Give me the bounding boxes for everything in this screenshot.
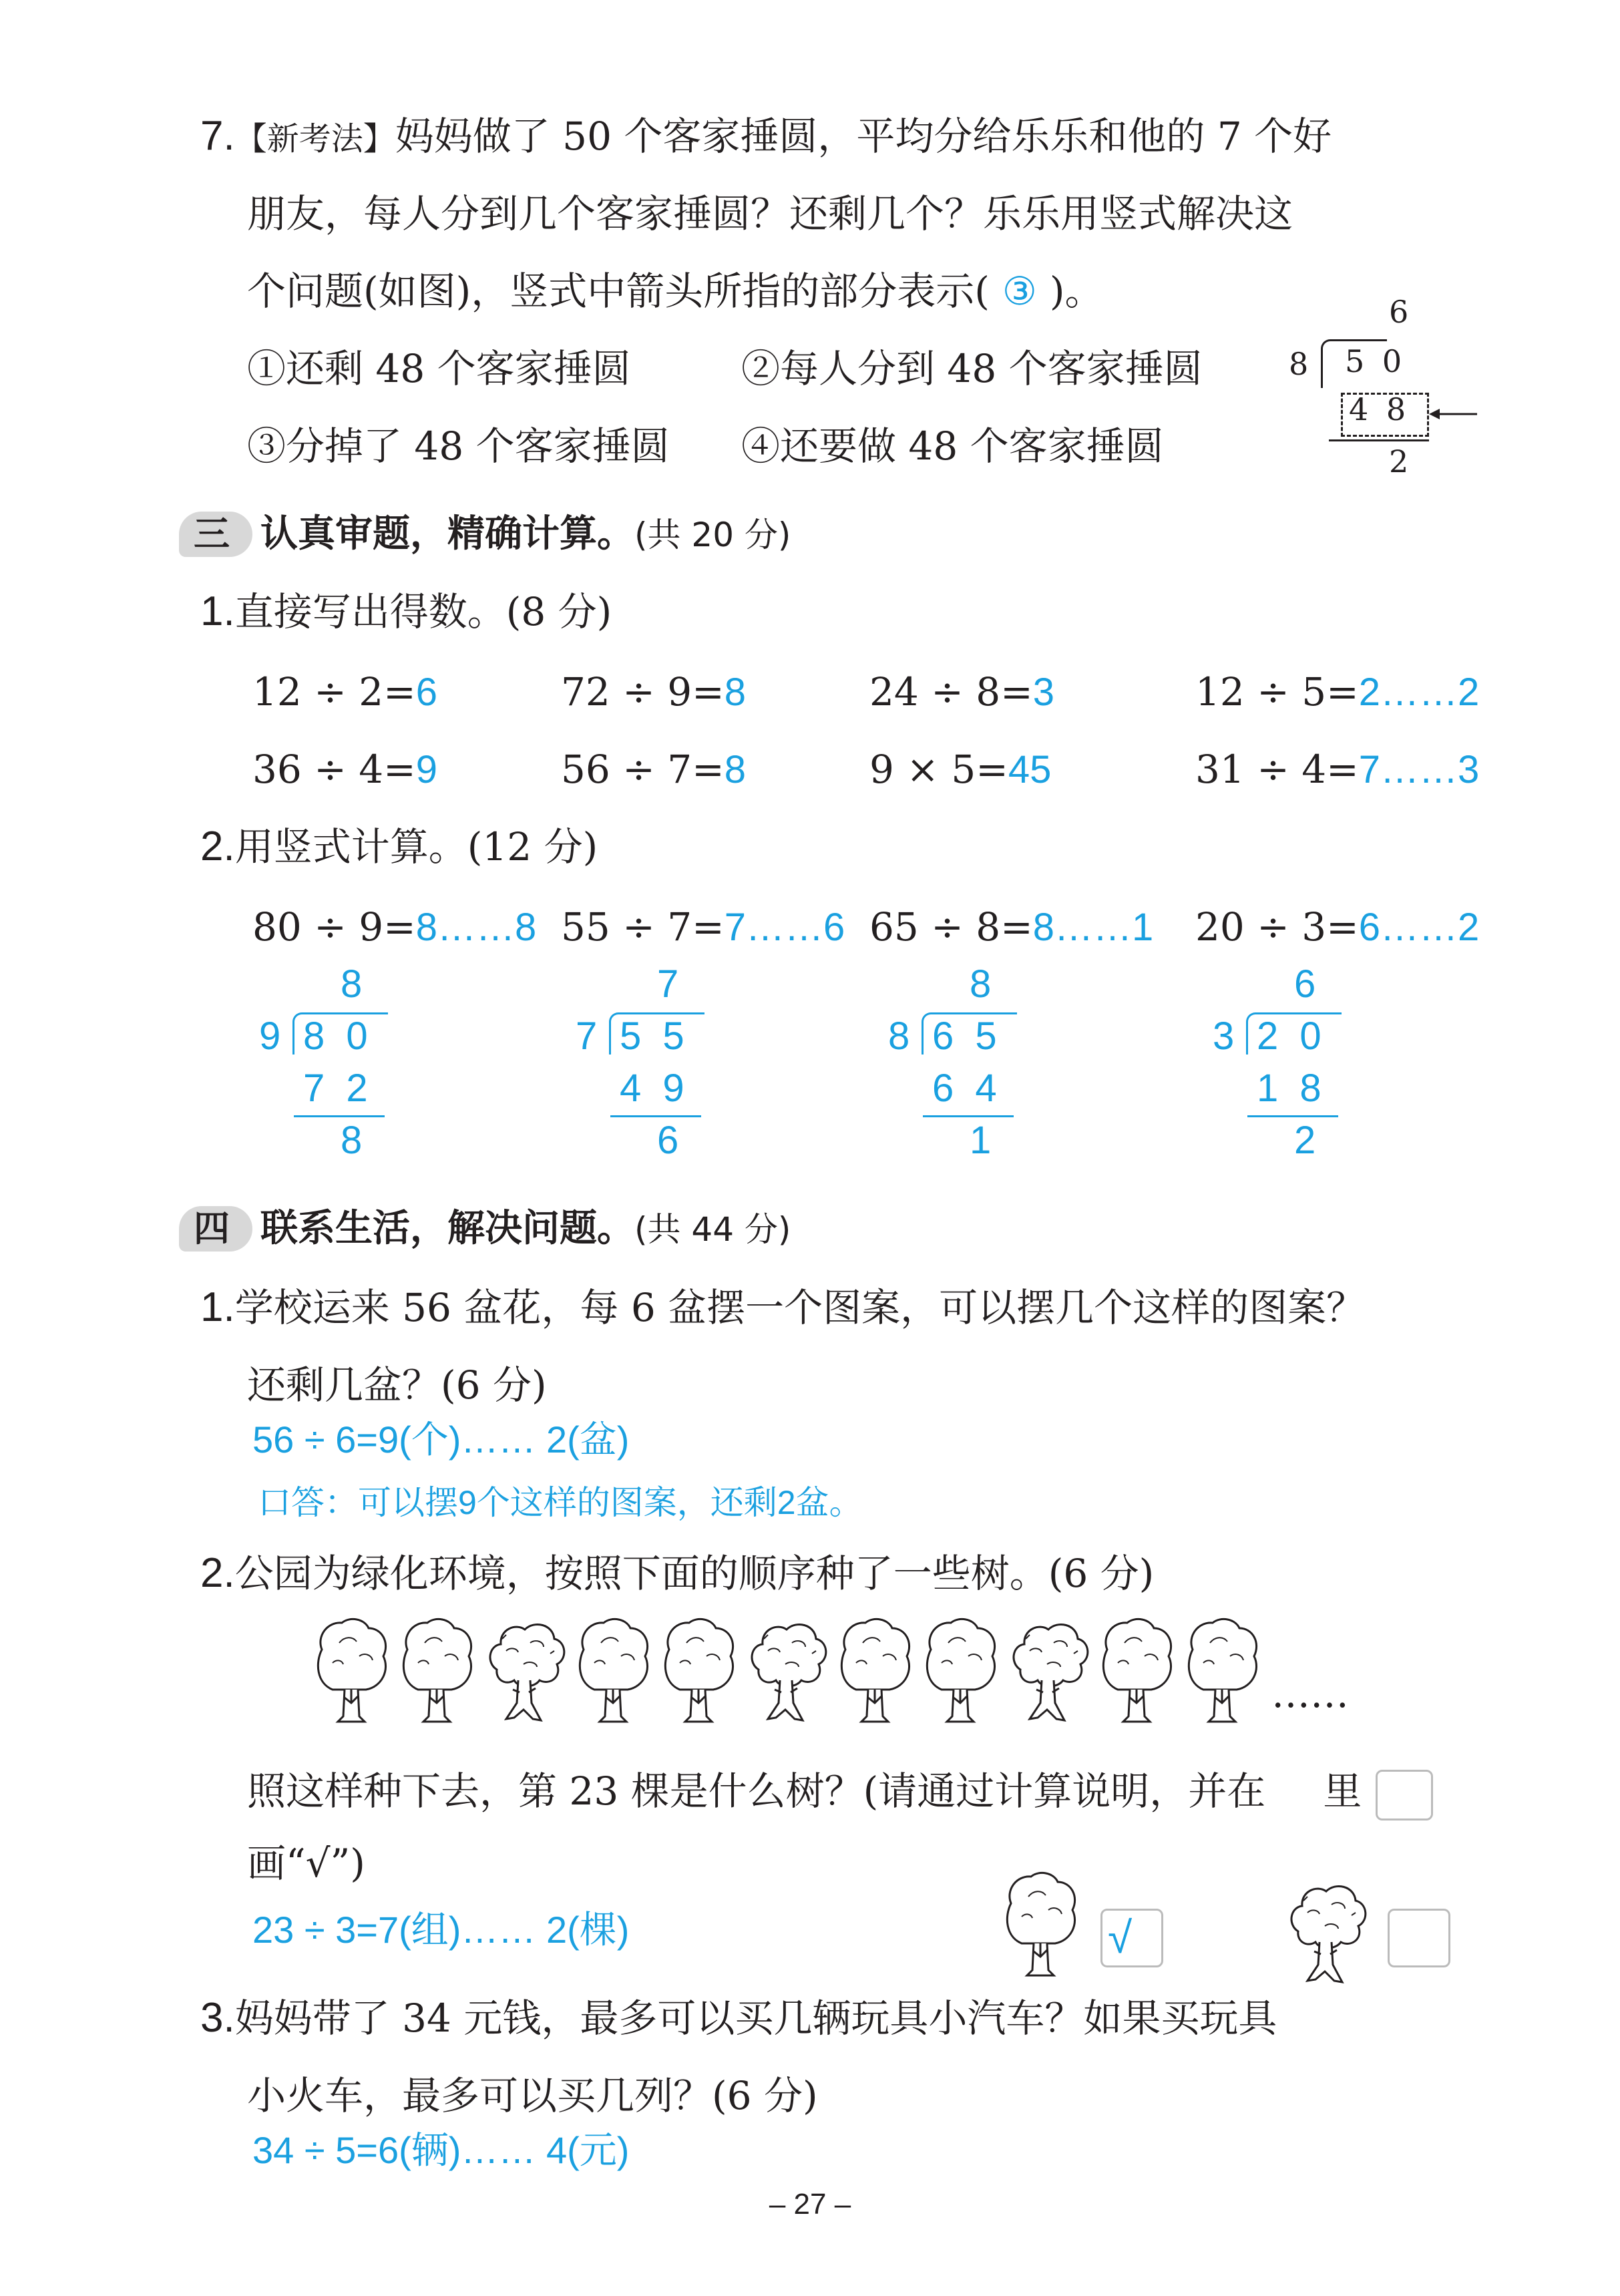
ld-divisor: 8	[888, 1014, 910, 1058]
s3-q2-line	[200, 823, 598, 871]
check-mark-icon: √	[1108, 1913, 1133, 1962]
ld-product: 7 2	[303, 1067, 373, 1110]
q7-number: 7.	[200, 113, 235, 159]
long-division-1	[259, 962, 393, 1162]
vcalc-expr: 65 ÷ 8=	[869, 904, 1033, 950]
q7-line1	[200, 112, 1332, 163]
vcalc-expr: 80 ÷ 9=	[252, 904, 416, 950]
s3-q1-line	[200, 588, 612, 636]
bushy-tree-icon	[1007, 1616, 1094, 1724]
bushy-tree-icon	[483, 1616, 570, 1724]
calc-answer: 2……2	[1358, 671, 1480, 714]
inline-check-box	[1376, 1770, 1433, 1821]
calc-expr: 24 ÷ 8=	[869, 669, 1033, 715]
calc-item	[869, 668, 1054, 717]
q7-tag: 【新考法】	[234, 120, 395, 158]
q7-ld-quotient: 6	[1389, 294, 1409, 330]
ld-dividend: 6 5	[932, 1014, 1002, 1058]
s3-q2-text: 用竖式计算。(12 分)	[234, 824, 598, 870]
q7-long-division	[1289, 294, 1476, 488]
calc-item	[1195, 668, 1479, 717]
s4-q2-line2	[247, 1767, 1362, 1815]
ld-product: 4 9	[620, 1067, 690, 1110]
vcalc-expr: 55 ÷ 7=	[561, 904, 725, 950]
q7-line2: 朋友，每人分到几个客家捶圆？还剩几个？乐乐用竖式解决这	[247, 191, 1293, 236]
calc-answer: 45	[1008, 748, 1052, 791]
calc-answer: 7……3	[1358, 748, 1480, 791]
page-number: – 27 –	[769, 2188, 851, 2221]
round-tree-icon	[1183, 1616, 1263, 1724]
ld-dividend: 5 5	[620, 1014, 690, 1058]
ld-line	[294, 1115, 385, 1117]
calc-answer: 6	[415, 671, 438, 714]
section-4-badge	[179, 1202, 259, 1256]
q7-line3	[247, 267, 1104, 316]
calc-expr: 12 ÷ 5=	[1195, 669, 1359, 715]
s4-q1-answer: 56 ÷ 6=9(个)…… 2(盆)	[252, 1418, 630, 1461]
section-3-title	[260, 510, 791, 559]
round-tree-icon	[1002, 1870, 1082, 1978]
tree-sequence	[313, 1616, 1349, 1730]
calc-expr: 9 × 5=	[869, 747, 1008, 792]
calc-answer: 8	[724, 748, 747, 791]
round-tree-icon	[660, 1616, 740, 1724]
q7-option-1: ①还剩 48 个客家捶圆	[247, 346, 631, 391]
calc-item	[1195, 745, 1479, 794]
q7-option-2: ②每人分到 48 个客家捶圆	[741, 346, 1203, 391]
round-tree-icon	[922, 1616, 1002, 1724]
s3-q1-number: 1.	[200, 588, 235, 634]
s4-q1-line1	[200, 1284, 1365, 1332]
s4-q1-line2: 还剩几盆？(6 分)	[247, 1362, 547, 1408]
s3-q1-text: 直接写出得数。(8 分)	[234, 589, 612, 634]
section-3-points: (共 20 分)	[634, 516, 791, 554]
section-3-number: 三	[194, 513, 230, 555]
section-4-title-text: 联系生活，解决问题。	[260, 1207, 634, 1250]
ld-remainder: 2	[1294, 1119, 1316, 1162]
calc-answer: 8	[724, 671, 747, 714]
calc-item	[561, 668, 746, 717]
bushy-tree-check-box[interactable]	[1388, 1909, 1450, 1967]
bushy-tree-icon	[1285, 1878, 1372, 1986]
ld-quotient: 8	[341, 962, 363, 1006]
s4-q3-line1	[200, 1994, 1277, 2042]
s4-q2-text2-end: 里	[1323, 1768, 1362, 1814]
vcalc-answer: 8……8	[415, 906, 537, 949]
s4-q2-number: 2.	[200, 1550, 235, 1596]
vcalc-answer: 7……6	[724, 906, 845, 949]
calc-expr: 72 ÷ 9=	[561, 669, 725, 715]
round-tree-icon	[398, 1616, 478, 1724]
long-division-3	[888, 962, 1022, 1162]
calc-expr: 36 ÷ 4=	[252, 747, 416, 792]
round-tree-icon	[1098, 1616, 1178, 1724]
vcalc-expr-1	[252, 903, 536, 952]
q7-ld-dividend: 5 0	[1345, 343, 1406, 379]
ld-quotient: 7	[657, 962, 679, 1006]
vcalc-expr-3	[869, 903, 1153, 952]
calc-item	[561, 745, 746, 794]
round-tree-check-box[interactable]	[1100, 1909, 1163, 1967]
calc-answer: 9	[415, 748, 438, 791]
calc-expr: 31 ÷ 4=	[1195, 747, 1359, 792]
round-tree-icon	[313, 1616, 393, 1724]
s4-q2-line3: 画“√”)	[247, 1841, 365, 1886]
q7-ld-product: 4 8	[1349, 391, 1410, 427]
calc-answer: 3	[1032, 671, 1055, 714]
s4-q2-line1	[200, 1549, 1154, 1597]
ld-dividend: 8 0	[303, 1014, 373, 1058]
ld-remainder: 8	[341, 1119, 363, 1162]
bushy-tree-icon	[745, 1616, 832, 1724]
q7-ld-remainder: 2	[1389, 443, 1409, 480]
q7-text-line3: 个问题(如图)，竖式中箭头所指的部分表示(	[247, 268, 990, 314]
ld-dividend: 2 0	[1257, 1014, 1327, 1058]
calc-expr: 56 ÷ 7=	[561, 747, 725, 792]
round-tree-icon	[836, 1616, 916, 1724]
ld-quotient: 8	[970, 962, 992, 1006]
s4-q1-number: 1.	[200, 1284, 235, 1330]
q7-answer: ③	[1002, 270, 1037, 313]
s4-q3-line2: 小火车，最多可以买几列？(6 分)	[247, 2073, 818, 2118]
round-tree-icon	[574, 1616, 654, 1724]
q7-ld-divisor: 8	[1289, 346, 1309, 382]
calc-item	[252, 745, 437, 794]
s4-q2-text: 公园为绿化环境，按照下面的顺序种了一些树。(6 分)	[234, 1551, 1155, 1596]
ld-line	[610, 1115, 701, 1117]
s3-q2-number: 2.	[200, 823, 235, 870]
section-4-points: (共 44 分)	[634, 1210, 791, 1249]
s4-q1-text: 学校运来 56 盆花，每 6 盆摆一个图案，可以摆几个这样的图案？	[234, 1285, 1366, 1330]
calc-expr: 12 ÷ 2=	[252, 669, 416, 715]
ld-divisor: 9	[259, 1014, 281, 1058]
ld-quotient: 6	[1294, 962, 1316, 1006]
vcalc-expr: 20 ÷ 3=	[1195, 904, 1359, 950]
ld-line	[923, 1115, 1014, 1117]
long-division-4	[1213, 962, 1346, 1162]
ld-remainder: 6	[657, 1119, 679, 1162]
vcalc-answer: 8……1	[1032, 906, 1154, 949]
ld-divisor: 7	[576, 1014, 598, 1058]
ld-product: 6 4	[932, 1067, 1002, 1110]
ld-divisor: 3	[1213, 1014, 1235, 1058]
s4-q3-answer: 34 ÷ 5=6(辆)…… 4(元)	[252, 2129, 630, 2171]
long-division-2	[576, 962, 709, 1162]
s4-q1-verbal-answer: 口答：可以摆9个这样的图案，还剩2盆。	[258, 1484, 863, 1521]
calc-item	[869, 745, 1051, 794]
s4-q2-text2: 照这样种下去，第 23 棵是什么树？(请通过计算说明，并在	[247, 1768, 1266, 1814]
s4-q3-text: 妈妈带了 34 元钱，最多可以买几辆玩具小汽车？如果买玩具	[234, 1995, 1277, 2041]
q7-text-line1: 妈妈做了 50 个客家捶圆，平均分给乐乐和他的 7 个好	[395, 114, 1332, 159]
tree-ellipsis: ……	[1271, 1671, 1349, 1716]
vcalc-expr-4	[1195, 903, 1479, 952]
ld-line	[1247, 1115, 1338, 1117]
q7-text-line3-end: )。	[1049, 268, 1104, 314]
arrow-left-icon	[1428, 401, 1478, 427]
ld-remainder: 1	[970, 1119, 992, 1162]
s4-q2-answer: 23 ÷ 3=7(组)…… 2(棵)	[252, 1909, 630, 1951]
q7-option-3: ③分掉了 48 个客家捶圆	[247, 423, 670, 469]
q7-option-4: ④还要做 48 个客家捶圆	[741, 423, 1164, 469]
vcalc-answer: 6……2	[1358, 906, 1480, 949]
section-3-title-text: 认真审题，精确计算。	[260, 512, 634, 556]
ld-product: 1 8	[1257, 1067, 1327, 1110]
section-3-badge	[179, 508, 259, 561]
s4-q3-number: 3.	[200, 1995, 235, 2041]
section-4-number: 四	[194, 1207, 230, 1250]
calc-item	[252, 668, 437, 717]
vcalc-expr-2	[561, 903, 845, 952]
q7-ld-line	[1329, 439, 1429, 441]
section-4-title	[260, 1205, 791, 1254]
